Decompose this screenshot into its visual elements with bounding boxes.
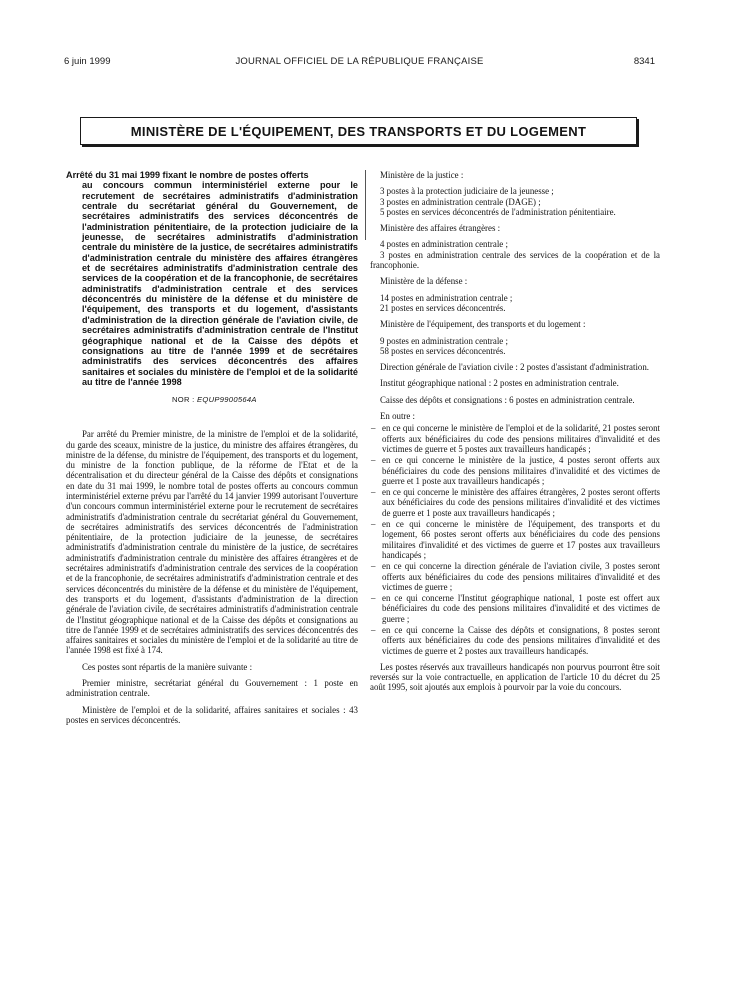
journal-title: JOURNAL OFFICIEL DE LA RÉPUBLIQUE FRANÇAISE bbox=[235, 56, 484, 67]
column-divider bbox=[365, 170, 366, 240]
ign-allocation: Institut géographique national : 2 postes en administration centrale. bbox=[380, 378, 619, 389]
justice-heading: Ministère de la justice : bbox=[380, 170, 464, 180]
affaires-etrangeres-heading: Ministère des affaires étrangères : bbox=[380, 223, 501, 234]
right-column bbox=[370, 170, 660, 693]
page-number: 8341 bbox=[633, 56, 655, 67]
issue-date: 6 juin 1999 bbox=[64, 56, 111, 67]
dash-mark: – bbox=[371, 423, 376, 434]
dash-mark: – bbox=[371, 593, 376, 604]
en-outre-heading: En outre : bbox=[380, 411, 415, 422]
list-item: 3 postes en administration centrale des services de la coopération et de la francophonie. bbox=[370, 249, 660, 271]
left-column bbox=[66, 170, 358, 725]
arrete-title-rest: au concours commun interministériel externe pour le recrutement de secrétaires administratifs d'administration centrale du secrétariat général du Gouvernement, de secrétaires administratifs des services déconcentrés de l'administration pénitentiaire, de la protection judiciaire de la jeunesse, de secrétaires administratifs d'administration centrale du ministère de la justice, de secrétaires administratifs d'administration centrale du ministère des affaires étrangères et de secrétaires administratifs d'administration centrale des services de la coopération et de la francophonie, de secrétaires administratifs d'administration centrale et des services déconcentrés du ministère de la défense et du ministère de l'équipement, des transports et du logement, d'assistants d'administration de la direction générale de l'aviation civile, de secrétaires administratifs d'administration centrale de l'Institut géographique national et de la Caisse des dépôts et consignations au titre de l'année 1999 et de secrétaires administratifs des services déconcentrés des affaires sanitaires et sociales du ministère de l'emploi et de la solidarité au titre de l'année 1998 bbox=[82, 180, 358, 387]
aviation-civile-allocation: Direction générale de l'aviation civile : 2 postes d'assistant d'administration. bbox=[380, 362, 650, 373]
premier-ministre-allocation: Premier ministre, secrétariat général du Gouvernement : 1 poste en administration centrale. bbox=[66, 678, 358, 699]
dash-mark: – bbox=[371, 624, 376, 635]
list-item: – en ce qui concerne le ministère des affaires étrangères, 2 postes seront offerts aux bénéficiaires du code des pensions militaires d'invalidité et des victimes de guerre et 1 poste aux travailleurs handicapés ; bbox=[371, 487, 660, 518]
list-item: 4 postes en administration centrale ; bbox=[380, 239, 508, 250]
nor-code: EQUP9900564A bbox=[197, 395, 257, 405]
emploi-solidarite-allocation: Ministère de l'emploi et de la solidarité, affaires sanitaires et sociales : 43 postes en services déconcentrés. bbox=[66, 704, 358, 725]
list-item: 58 postes en services déconcentrés. bbox=[380, 345, 506, 356]
closing-paragraph: Les postes réservés aux travailleurs handicapés non pourvus pourront être soit reversés sur la voie contractuelle, en application de l'article 10 du décret du 25 août 1995, soit ajoutés aux emplois à pourvoir par la voie du concours. bbox=[370, 661, 660, 693]
dash-mark: – bbox=[371, 561, 376, 572]
list-item: – en ce qui concerne la direction générale de l'aviation civile, 3 postes seront offerts aux bénéficiaires du code des pensions militaires d'invalidité et des victimes de guerre ; bbox=[371, 561, 660, 592]
nor-label: NOR : bbox=[172, 395, 195, 405]
en-outre-list bbox=[370, 423, 660, 656]
page-header bbox=[64, 56, 655, 70]
arrete-title-first-line: Arrêté du 31 mai 1999 fixant le nombre de postes offerts bbox=[66, 170, 309, 180]
list-item: – en ce qui concerne l'Institut géographique national, 1 poste est offert aux bénéficiaires du code des pensions militaires d'invalidité et des victimes de guerre ; bbox=[371, 593, 660, 624]
ministry-title: MINISTÈRE DE L'ÉQUIPEMENT, DES TRANSPORTS ET DU LOGEMENT bbox=[130, 123, 587, 139]
list-item: 3 postes à la protection judiciaire de la jeunesse ; bbox=[380, 186, 554, 197]
nor-reference bbox=[172, 395, 358, 404]
list-item: – en ce qui concerne la Caisse des dépôts et consignations, 8 postes seront offerts aux bénéficiaires du code des pensions militaires d'invalidité et des victimes de guerre et 2 postes aux travailleurs handicapés. bbox=[371, 624, 660, 656]
list-item: 5 postes en services déconcentrés de l'administration pénitentiaire. bbox=[380, 206, 616, 217]
equipement-heading: Ministère de l'équipement, des transports et du logement : bbox=[380, 319, 586, 330]
list-item: – en ce qui concerne le ministère de l'équipement, des transports et du logement, 66 postes seront offerts aux bénéficiaires du code des pensions militaires d'invalidité et des victimes de guerre et 17 postes aux travailleurs handicapés ; bbox=[371, 519, 660, 560]
dash-mark: – bbox=[371, 487, 376, 498]
list-item: 14 postes en administration centrale ; bbox=[380, 292, 513, 303]
arrete-body: Par arrêté du Premier ministre, de la ministre de l'emploi et de la solidarité, du garde des sceaux, ministre de la justice, du ministre des affaires étrangères, du ministre de la défense, du ministre de l'équipement, des transports et du logement, du ministre de la fonction publique, de la réforme de l'Etat et de la décentralisation et du directeur général de la Caisse des dépôts et consignations en date du 31 mai 1999, le nombre total de postes offerts au concours commun interministériel externe prévu par l'arrêté du 14 janvier 1999 autorisant l'ouverture d'un concours commun interministériel externe pour le recrutement de secrétaires administratifs d'administration centrale du secrétariat général du Gouvernement, de secrétaires administratifs des services déconcentrés de l'administration pénitentiaire, de la protection judiciaire de la jeunesse, de secrétaires administratifs d'administration centrale du ministère de la justice, de secrétaires administratifs d'administration centrale du ministère des affaires étrangères et de secrétaires administratifs d'administration centrale des services de la coopération et de la francophonie, de secrétaires administratifs d'administration centrale et des services déconcentrés du ministère de la défense et du ministère de l'équipement, des transports et du logement, d'assistants d'administration de la direction générale de l'aviation civile, de secrétaires administratifs d'administration centrale de l'Institut géographique national et de la Caisse des dépôts et consignations au titre de l'année 1999 et de secrétaires administratifs des services déconcentrés des affaires sanitaires et sociales du ministère de l'emploi et de la solidarité au titre de l'année 1998 est fixé à 174. bbox=[66, 429, 358, 656]
list-item: 21 postes en services déconcentrés. bbox=[380, 302, 506, 313]
defense-heading: Ministère de la défense : bbox=[380, 276, 468, 287]
list-item: – en ce qui concerne le ministère de la justice, 4 postes seront offerts aux bénéficiaires du code des pensions militaires d'invalidité et des victimes de guerre et 1 poste aux travailleurs handicapés ; bbox=[371, 455, 660, 486]
list-item: 9 postes en administration centrale ; bbox=[380, 335, 508, 346]
arrete-title bbox=[66, 170, 358, 387]
list-item: 3 postes en administration centrale (DAGE) ; bbox=[380, 196, 541, 207]
repartition-intro: Ces postes sont répartis de la manière suivante : bbox=[82, 661, 253, 672]
dash-mark: – bbox=[371, 519, 376, 530]
ministry-banner bbox=[80, 117, 637, 145]
dash-mark: – bbox=[371, 455, 376, 466]
caisse-allocation: Caisse des dépôts et consignations : 6 postes en administration centrale. bbox=[380, 394, 635, 405]
list-item: – en ce qui concerne le ministère de l'emploi et de la solidarité, 21 postes seront offerts aux bénéficiaires du code des pensions militaires d'invalidité et des victimes de guerre et 5 postes aux travailleurs handicapés ; bbox=[371, 423, 660, 454]
